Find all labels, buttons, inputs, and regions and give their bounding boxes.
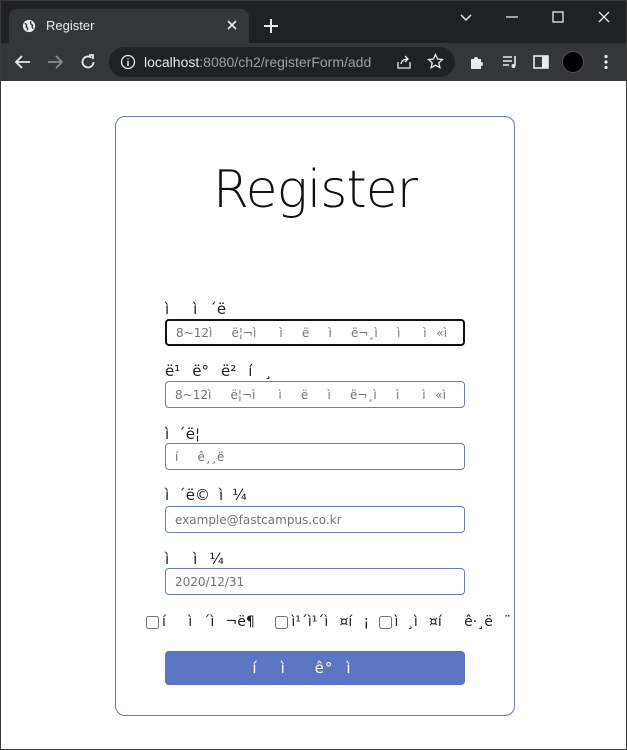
hobby-option[interactable]	[379, 613, 512, 631]
password-input[interactable]	[165, 381, 465, 408]
hobby-label-2: ì¹´ì¹´ì¤í¡	[291, 614, 370, 630]
tab-title: Register	[46, 18, 95, 33]
page-content	[1, 81, 626, 749]
tab-register[interactable]	[9, 9, 249, 43]
email-input[interactable]	[165, 506, 465, 533]
birth-input[interactable]	[165, 568, 465, 595]
hobby-checkbox-2[interactable]	[275, 616, 288, 629]
page-title: Register	[212, 160, 418, 220]
submit-button[interactable]: íì ê°ì	[165, 651, 465, 685]
hobby-checkbox-group	[146, 613, 516, 633]
browser-toolbar	[1, 43, 626, 81]
hobby-label-3: ì¸ì¤íê·¸ë¨	[394, 614, 512, 630]
url-path: :8080/ch2/registerForm/add	[199, 54, 372, 70]
minimize-icon[interactable]	[504, 9, 520, 25]
forward-arrow-icon[interactable]	[46, 53, 64, 71]
tab-search-chevron-icon[interactable]	[458, 9, 474, 25]
birth-label: ìì¼	[165, 550, 224, 568]
site-info-icon[interactable]	[120, 54, 136, 70]
reload-icon[interactable]	[79, 53, 97, 71]
extensions-puzzle-icon[interactable]	[468, 53, 486, 71]
close-tab-icon[interactable]	[225, 18, 239, 32]
url-host: localhost	[144, 54, 200, 70]
hobby-label-1: íì´ì¬ë¶	[162, 614, 266, 630]
id-input[interactable]	[165, 319, 465, 346]
share-icon[interactable]	[396, 54, 412, 70]
address-bar[interactable]	[109, 47, 455, 77]
close-window-icon[interactable]	[596, 9, 612, 25]
name-input[interactable]	[165, 443, 465, 470]
hobby-option[interactable]	[146, 613, 266, 631]
side-panel-icon[interactable]	[532, 53, 550, 71]
media-playlist-icon[interactable]	[501, 53, 519, 71]
title-bar	[1, 1, 626, 43]
new-tab-plus-icon[interactable]	[263, 18, 279, 34]
password-label: ë¹ë°ë²í¸	[165, 362, 272, 380]
register-form	[115, 116, 515, 716]
hobby-checkbox-1[interactable]	[146, 616, 159, 629]
menu-kebab-icon[interactable]	[597, 53, 615, 71]
bookmark-star-icon[interactable]	[427, 53, 444, 70]
hobby-checkbox-3[interactable]	[379, 616, 392, 629]
url-text	[144, 54, 371, 70]
maximize-icon[interactable]	[550, 9, 566, 25]
email-label: ì´ë©ì¼	[165, 486, 247, 504]
name-label: ì´ë¦	[165, 425, 213, 443]
globe-icon	[22, 19, 36, 33]
id-label: ìì´ë	[165, 300, 251, 318]
hobby-option[interactable]	[275, 613, 369, 631]
back-arrow-icon[interactable]	[14, 53, 32, 71]
profile-avatar[interactable]	[562, 51, 584, 73]
